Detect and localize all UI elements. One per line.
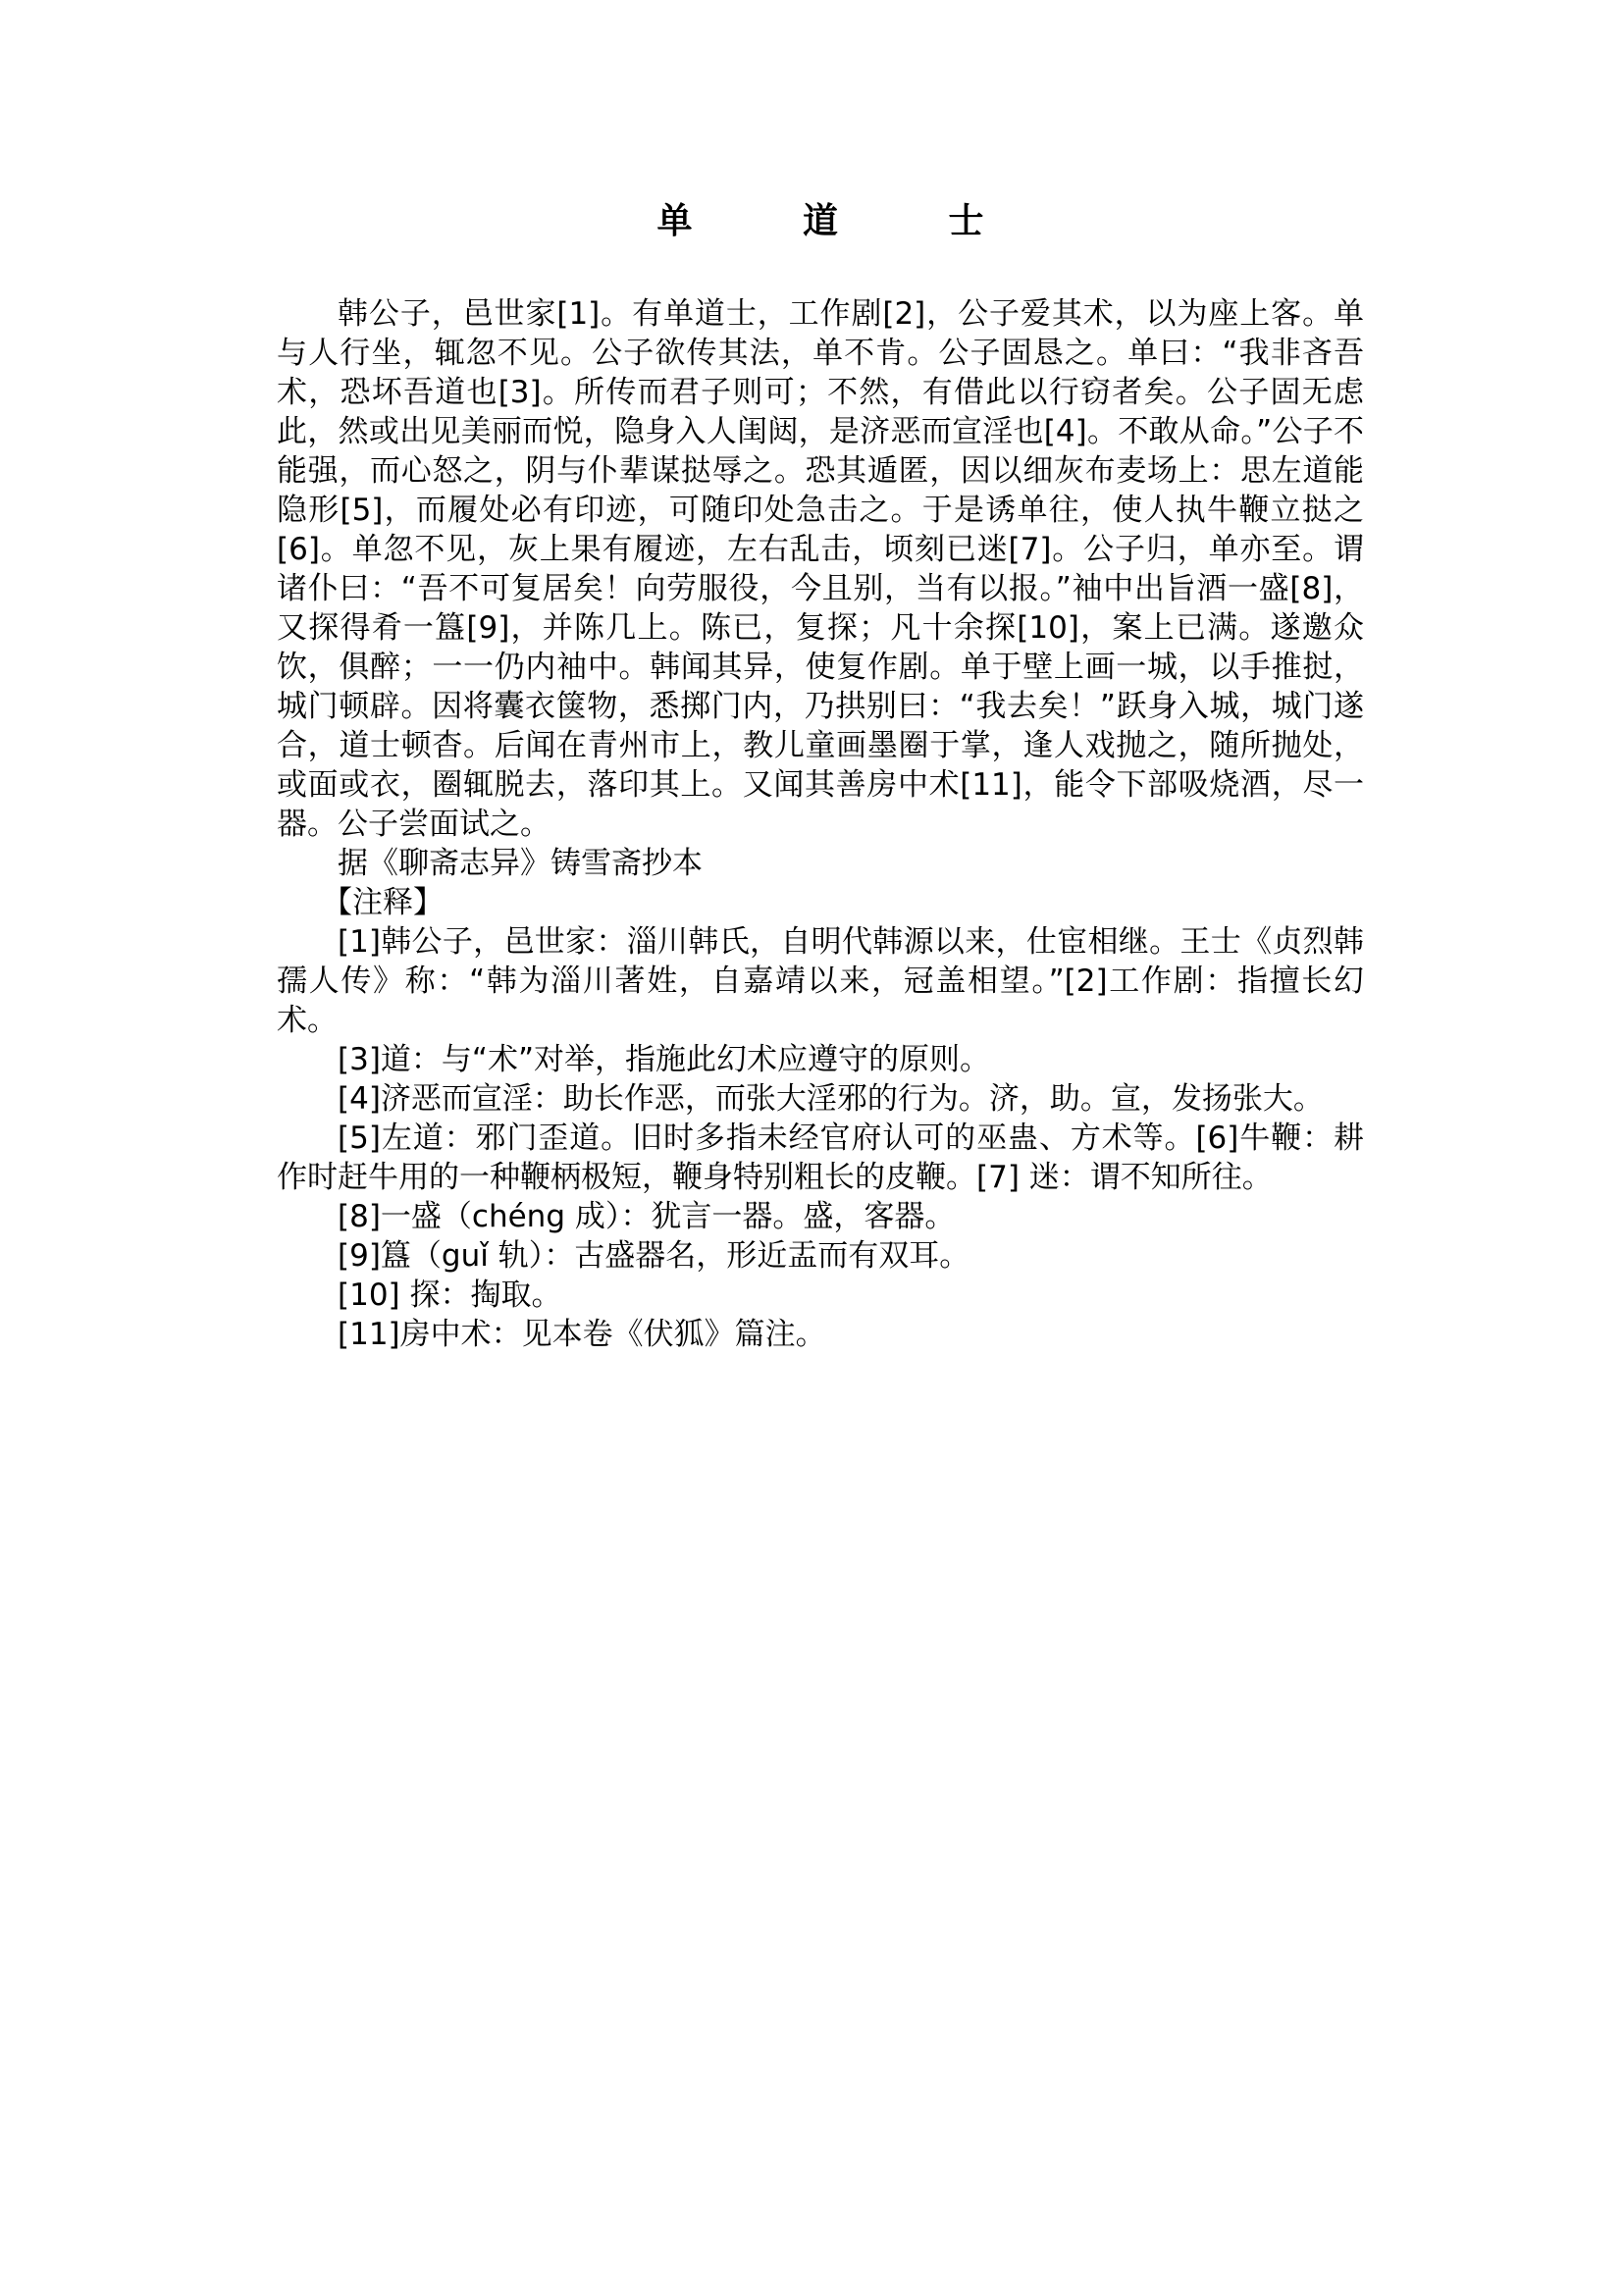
note-item: [9]簋（guǐ 轨）：古盛器名，形近盂而有双耳。 [338, 1238, 970, 1274]
story-paragraph: 韩公子，邑世家[1]。有单道士，工作剧[2]，公子爱其术，以为座上客。单与人行坐，辄忽不见。公子欲传其法，单不肯。公子固恳之。单曰：“我非吝吾术，恐坏吾道也[3]。所传而君子则可；不然，有借此以行窃者矣。公子固无虑此，然或出见美丽而悦，隐身入人闺闼，是济恶而宣淫也[4]。不敢从命。”公子不能强，而心怒之，阴与仆辈谋挞辱之。恐其遁匿，因以细灰布麦场上：思左道能隐形[5]，而履处必有印迹，可随印处急击之。于是诱单往，使人执牛鞭立挞之[6]。单忽不见，灰上果有履迹，左右乱击，顷刻已迷[7]。公子归，单亦至。谓诸仆曰：“吾不可复居矣！向劳服役，今且别，当有以报。”袖中出旨酒一盛[8]，又探得肴一簋[9]，并陈几上。陈已，复探；凡十余探[10]，案上已满。遂邀众饮，俱醉；一一仍内袖中。韩闻其异，使复作剧。单于壁上画一城，以手推挝，城门顿辟。因将囊衣箧物，悉掷门内，乃拱别曰：“我去矣！”跃身入城，城门遂合，道士顿杳。后闻在青州市上，教儿童画墨圈于掌，逢人戏抛之，随所抛处，或面或衣，圈辄脱去，落印其上。又闻其善房中术[11]，能令下部吸烧酒，尽一器。公子尝面试之。 [277, 296, 1364, 842]
note-item: [10] 探：掏取。 [338, 1277, 562, 1313]
note-item: [4]济恶而宣淫：助长作恶，而张大淫邪的行为。济，助。宣，发扬张大。 [338, 1081, 1324, 1117]
source-line: 据《聊斋志异》铸雪斋抄本 [338, 846, 703, 881]
document-page [277, 192, 1364, 1354]
note-item: [11]房中术：见本卷《伏狐》篇注。 [338, 1317, 826, 1352]
note-item: [8]一盛（chéng 成）：犹言一器。盛，客器。 [338, 1199, 956, 1234]
document-title: 单 道 士 [656, 201, 1033, 241]
note-item: [3]道：与“术”对举，指施此幻术应遵守的原则。 [338, 1042, 991, 1077]
note-item: [1]韩公子，邑世家：淄川韩氏，自明代韩源以来，仕宦相继。王士《贞烈韩孺人传》称：“韩为淄川著姓，自嘉靖以来，冠盖相望。”[2]工作剧：指擅长幻术。 [277, 924, 1364, 1038]
notes-heading: 【注释】 [322, 885, 444, 920]
note-item: [5]左道：邪门歪道。旧时多指未经官府认可的巫蛊、方术等。[6]牛鞭：耕作时赶牛用的一种鞭柄极短，鞭身特别粗长的皮鞭。[7] 迷：谓不知所往。 [277, 1121, 1364, 1195]
